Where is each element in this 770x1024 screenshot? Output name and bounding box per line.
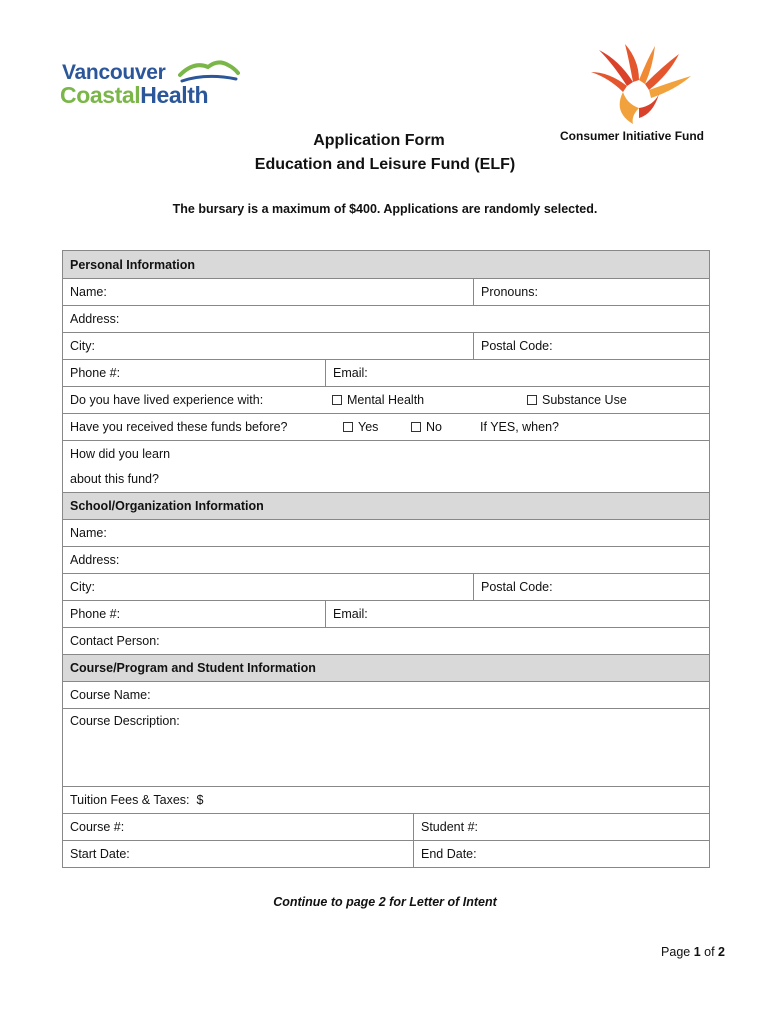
form-row — [63, 708, 709, 786]
school-phone-field[interactable]: Phone #: — [70, 607, 121, 621]
mental-health-label: Mental Health — [347, 393, 425, 407]
school-city-field[interactable]: City: — [70, 580, 95, 594]
form-row — [63, 786, 709, 813]
address-field[interactable]: Address: — [70, 312, 120, 326]
intro-text: The bursary is a maximum of $400. Applications are randomly selected. — [172, 202, 598, 216]
form-row — [63, 813, 709, 840]
form-row — [63, 627, 709, 654]
course-number-field[interactable]: Course #: — [70, 820, 125, 834]
end-date-field[interactable]: End Date: — [413, 841, 709, 867]
form-row — [63, 840, 709, 867]
continue-note: Continue to page 2 for Letter of Intent — [273, 895, 497, 909]
page-number: Page 1 of 2 — [661, 945, 725, 959]
school-postal-code-field[interactable]: Postal Code: — [473, 574, 709, 600]
form-title: Application Form — [313, 132, 445, 149]
start-date-field[interactable]: Start Date: — [70, 847, 130, 861]
form-row — [63, 278, 709, 305]
yes-option[interactable] — [336, 414, 404, 440]
section-heading: Course/Program and Student Information — [70, 661, 316, 675]
school-email-field[interactable]: Email: — [325, 601, 709, 627]
form-row — [63, 600, 709, 627]
application-form — [62, 250, 710, 868]
section-heading: School/Organization Information — [70, 499, 264, 513]
mountain-icon — [178, 57, 240, 83]
form-row — [63, 305, 709, 332]
substance-use-label: Substance Use — [542, 393, 627, 407]
course-name-field[interactable]: Course Name: — [70, 688, 151, 702]
lived-experience-label: Do you have lived experience with: — [70, 393, 264, 407]
yes-checkbox[interactable] — [343, 422, 353, 432]
substance-use-option[interactable] — [520, 387, 709, 413]
section-heading: Personal Information — [70, 257, 196, 272]
form-row — [63, 332, 709, 359]
if-yes-when-field[interactable]: If YES, when? — [480, 420, 559, 434]
name-field[interactable]: Name: — [70, 285, 107, 299]
how-learn-label-line1: How did you learn — [70, 446, 171, 461]
city-field[interactable]: City: — [70, 339, 95, 353]
email-field[interactable]: Email: — [325, 360, 709, 386]
how-learn-field[interactable] — [63, 441, 709, 492]
form-row — [63, 519, 709, 546]
form-row — [63, 681, 709, 708]
logo-text-vancouver: Vancouver — [62, 61, 166, 84]
tuition-fees-field[interactable]: Tuition Fees & Taxes: $ — [70, 793, 204, 807]
fund-name: Consumer Initiative Fund — [560, 129, 705, 143]
form-row — [63, 359, 709, 386]
pronouns-field[interactable]: Pronouns: — [473, 279, 709, 305]
school-name-field[interactable]: Name: — [70, 526, 107, 540]
form-row — [63, 386, 709, 413]
logo-text-coastal-health: CoastalHealth — [60, 82, 209, 108]
contact-person-field[interactable]: Contact Person: — [70, 634, 160, 648]
yes-label: Yes — [358, 420, 379, 434]
mental-health-checkbox[interactable] — [332, 395, 342, 405]
how-learn-label-line2: about this fund? — [70, 471, 159, 486]
vch-logo — [60, 55, 250, 115]
section-course-information — [63, 654, 709, 681]
section-personal-information — [63, 251, 709, 278]
mental-health-option[interactable] — [325, 387, 520, 413]
form-row — [63, 546, 709, 573]
postal-code-field[interactable]: Postal Code: — [473, 333, 709, 359]
substance-use-checkbox[interactable] — [527, 395, 537, 405]
no-option[interactable] — [404, 414, 473, 440]
school-address-field[interactable]: Address: — [70, 553, 120, 567]
phone-field[interactable]: Phone #: — [70, 366, 121, 380]
form-row — [63, 573, 709, 600]
received-before-label: Have you received these funds before? — [70, 420, 288, 434]
student-number-field[interactable]: Student #: — [413, 814, 709, 840]
form-row — [63, 413, 709, 440]
form-row — [63, 440, 709, 492]
section-school-information — [63, 492, 709, 519]
phoenix-icon — [583, 42, 695, 130]
no-checkbox[interactable] — [411, 422, 421, 432]
course-description-field[interactable]: Course Description: — [70, 714, 180, 728]
no-label: No — [426, 420, 442, 434]
form-subtitle: Education and Leisure Fund (ELF) — [254, 156, 516, 173]
